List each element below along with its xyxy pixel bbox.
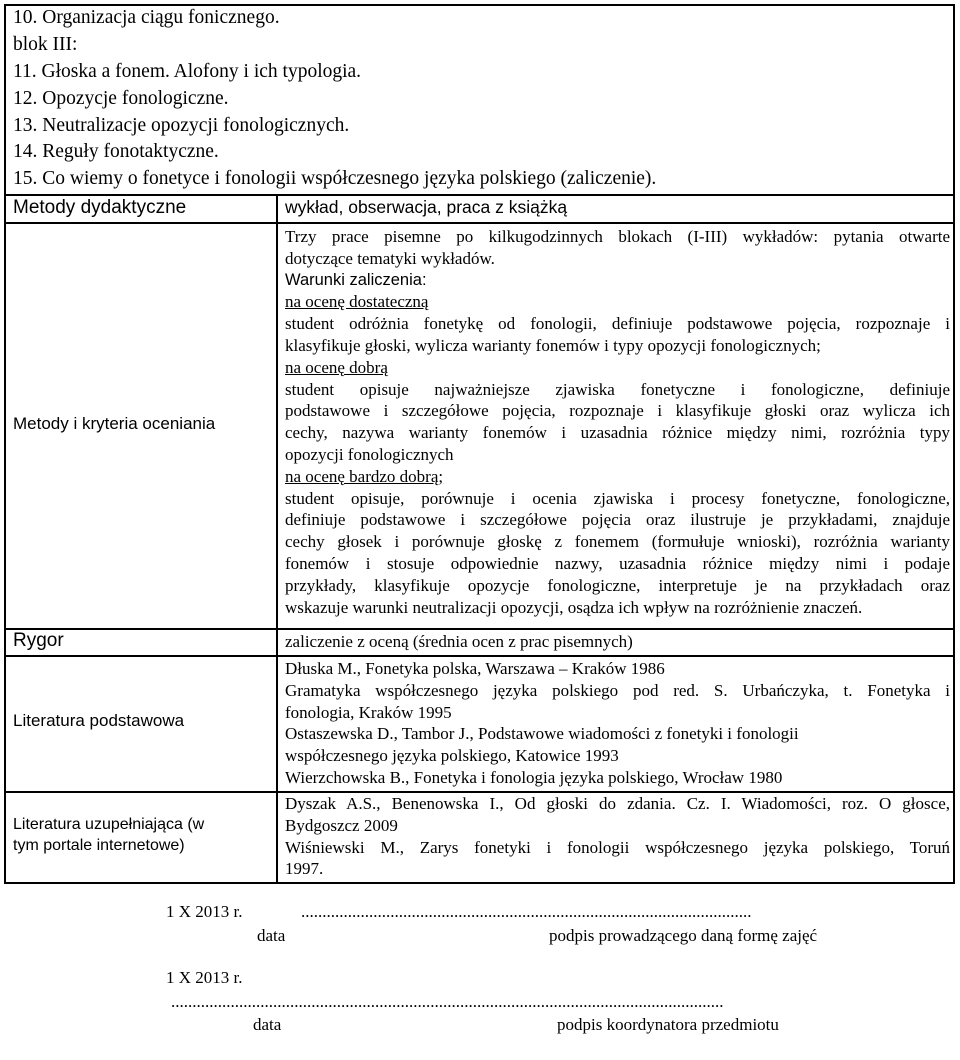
program-item: 15. Co wiemy o fonetyce i fonologii współczesnego języka polskiego (zaliczenie).: [13, 168, 657, 189]
assessment-content: [285, 226, 950, 618]
second-signature-line: ..................................................................................................................................: [171, 992, 724, 1011]
literature-entry: Bydgoszcz 2009: [285, 815, 398, 835]
literature-extra-label-line: Literatura uzupełniająca (w: [13, 816, 205, 833]
grade-4-title: na ocenę dobrą: [285, 357, 388, 377]
assessment-intro-line: dotyczące tematyki wykładów.: [285, 248, 495, 268]
literature-entry: fonologia, Kraków 1995: [285, 702, 452, 722]
assessment-intro-line: Trzy prace pisemne po kilkugodzinnych blokach (I-III) wykładów: pytania otwarte: [285, 227, 950, 246]
literature-basic-label: Literatura podstawowa: [13, 711, 185, 730]
methods-value: wykład, obserwacja, praca z książką: [285, 197, 568, 217]
assessment-label: Metody i kryteria oceniania: [13, 414, 216, 433]
first-date-caption: data: [257, 926, 286, 945]
grade-4-line: cechy, nazywa warianty fonemów i uzasadnia różnice między nimi, rozróżnia typy: [285, 423, 950, 443]
grade-5-line: definiuje podstawowe i szczegółowe pojęcia oraz ilustruje je przykładami, znajduje: [285, 510, 950, 530]
grade-3-line: klasyfikuje głoski, wylicza warianty fonemów i typy opozycji fonologicznych;: [285, 335, 821, 355]
methods-label: Metody dydaktyczne: [13, 197, 187, 218]
program-item: blok III:: [13, 34, 78, 55]
literature-entry: Gramatyka współczesnego języka polskiego pod red. S. Urbańczyka, t. Fonetyka i: [285, 680, 950, 700]
second-date-caption: data: [253, 1015, 282, 1034]
rygor-value: zaliczenie z oceną (średnia ocen z prac pisemnych): [285, 632, 633, 651]
first-signature-line: ..........................................................................................................: [301, 902, 752, 921]
literature-entry: Wierzchowska B., Fonetyka i fonologia języka polskiego, Wrocław 1980: [285, 767, 783, 787]
grade-5-line: przykłady, klasyfikuje opozycje fonologiczne, interpretuje je na przykładach oraz: [285, 575, 950, 595]
program-item: 12. Opozycje fonologiczne.: [13, 88, 229, 109]
grade-3-line: student odróżnia fonetykę od fonologii, definiuje podstawowe pojęcia, rozpoznaje i: [285, 314, 950, 334]
grade-4-line: student opisuje najważniejsze zjawiska fonetyczne i fonologiczne, definiuje: [285, 379, 950, 399]
row-divider: [4, 655, 955, 657]
program-item: 14. Reguły fonotaktyczne.: [13, 141, 219, 162]
literature-extra-label-line: tym portale internetowe): [13, 837, 185, 854]
literature-entry: Wiśniewski M., Zarys fonetyki i fonologii współczesnego języka polskiego, Toruń: [285, 837, 950, 857]
program-item: 11. Głoska a fonem. Alofony i ich typologia.: [13, 61, 362, 82]
grade-3-title: na ocenę dostateczną: [285, 292, 429, 312]
grade-5-line: fonemów i stosuje odpowiednie nazwy, uzasadnia różnice między nimi i podaje: [285, 553, 950, 573]
row-divider: [4, 194, 955, 196]
first-signature-caption: podpis prowadzącego daną formę zajęć: [549, 926, 818, 945]
syllabus-table: [4, 4, 955, 884]
row-divider: [4, 628, 955, 630]
grade-5-line: wskazuje warunki neutralizacji opozycji, osądza ich wpływ na rozróżnienie znaczeń.: [285, 597, 863, 617]
literature-entry: 1997.: [285, 859, 324, 879]
literature-entry: Dyszak A.S., Benenowska I., Od głoski do zdania. Cz. I. Wiadomości, roz. O głosce,: [285, 794, 950, 813]
literature-extra-list: [285, 793, 950, 880]
literature-entry: Dłuska M., Fonetyka polska, Warszawa – Kraków 1986: [285, 659, 665, 678]
grade-5-line: cechy głosek i porównuje głoskę z fonemem (formułuje wnioski), rozróżnia warianty: [285, 532, 950, 552]
row-divider: [4, 222, 955, 224]
grade-5-line: student opisuje, porównuje i ocenia zjawiska i procesy fonetyczne, fonologiczne,: [285, 488, 950, 508]
literature-entry: współczesnego języka polskiego, Katowice 1993: [285, 746, 619, 766]
grade-4-line: podstawowe i szczegółowe pojęcia, rozpoznaje i klasyfikuje głoski oraz wylicza ich: [285, 401, 950, 421]
grade-5-title: na ocenę bardzo dobrą;: [285, 466, 444, 486]
literature-entry: Ostaszewska D., Tambor J., Podstawowe wiadomości z fonetyki i fonologii: [285, 724, 799, 744]
first-date: 1 X 2013 r.: [166, 902, 243, 921]
second-date: 1 X 2013 r.: [166, 968, 243, 987]
program-item: 13. Neutralizacje opozycji fonologicznych.: [13, 115, 350, 136]
program-item: 10. Organizacja ciągu fonicznego.: [13, 7, 280, 28]
rygor-label: Rygor: [13, 630, 64, 651]
literature-extra-label: [13, 814, 204, 856]
second-signature-caption: podpis koordynatora przedmiotu: [557, 1015, 779, 1034]
column-divider: [276, 194, 278, 884]
grade-4-line: opozycji fonologicznych: [285, 444, 454, 464]
conditions-title: Warunki zaliczenia:: [285, 270, 427, 289]
literature-basic-list: [285, 658, 950, 789]
